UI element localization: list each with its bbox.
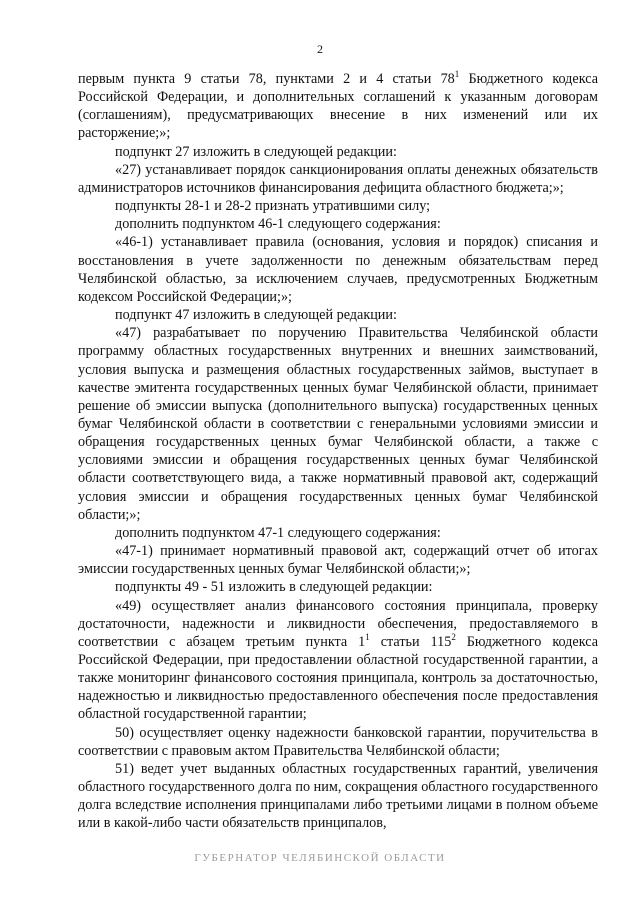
footer-watermark: ГУБЕРНАТОР ЧЕЛЯБИНСКОЙ ОБЛАСТИ [194,852,446,864]
paragraph: дополнить подпунктом 46-1 следующего содержания: [115,216,441,233]
page-number: 2 [317,42,323,56]
paragraph-continuation: первым пункта 9 статьи 78, пунктами 2 и 4 статьи $78^1$ Бюджетного кодекса Российской Федерации, и дополнительных соглашений к указанным договорам (соглашениям), предусматривающих внесение в них изменений или их расторжение;»; [78,69,598,142]
paragraph: «46-1) устанавливает правила (основания, условия и порядок) списания и восстановления в учете задолженности по денежным обязательствам перед Челябинской областью, за исключением случаев, предусмотренных Бюджетным кодексом Российской Федерации;»; [78,234,598,305]
paragraph: подпункт 47 изложить в следующей редакции: [115,307,397,324]
paragraph: подпункты 49 - 51 изложить в следующей редакции: [115,579,433,596]
paragraph: «49) осуществляет анализ финансового состояния принципала, проверку достаточности, надежности и ликвидности обеспечения, предоставляемого в соответствии с абзацем третьим пункта $1^1$ статьи $115^2$ Бюджетного кодекса Российской Федерации, при предоставлении областной государственной гарантии, а также мониторинг финансового состояния принципала, контроль за достаточностью, надежностью и ликвидностью предоставленного обеспечения после предоставления областной государственной гарантии; [78,597,598,723]
paragraph: дополнить подпунктом 47-1 следующего содержания: [115,524,441,541]
paragraph: «27) устанавливает порядок санкционирования оплаты денежных обязательств администраторов источников финансирования дефицита областного бюджета;»; [78,161,598,196]
paragraph: «47) разрабатывает по поручению Правительства Челябинской области программу областных государственных внутренних и внешних заимствований, условия выпуска и размещения областных государственных займов, выступает в качестве эмитента государственных ценных бумаг Челябинской области, принимает решение об эмиссии выпуска (дополнительного выпуска) государственных ценных бумаг Челябинской области в соответствии с генеральными условиями эмиссии и обращения государственных ценных бумаг Челябинской области, а также с условиями эмиссии и обращения государственных ценных бумаг Челябинской области соответствующего вида, а также нормативный правовой акт, содержащий условия эмиссии и обращения государственных ценных бумаг Челябинской области;»; [78,325,598,523]
paragraph: подпункты 28-1 и 28-2 признать утратившими силу; [115,198,431,215]
paragraph: 50) осуществляет оценку надежности банковской гарантии, поручительства в соответствии с правовым актом Правительства Челябинской области; [78,724,598,759]
paragraph: «47-1) принимает нормативный правовой акт, содержащий отчет об итогах эмиссии государственных ценных бумаг Челябинской области;»; [78,543,598,578]
paragraph: подпункт 27 изложить в следующей редакции: [115,143,397,160]
paragraph: 51) ведет учет выданных областных государственных гарантий, увеличения областного государственного долга по ним, сокращения областного государственного долга вследствие исполнения принципалами либо третьими лицами в полном объеме или в какой-либо части обязательств принципалов, [78,760,598,832]
document-body [78,70,598,833]
